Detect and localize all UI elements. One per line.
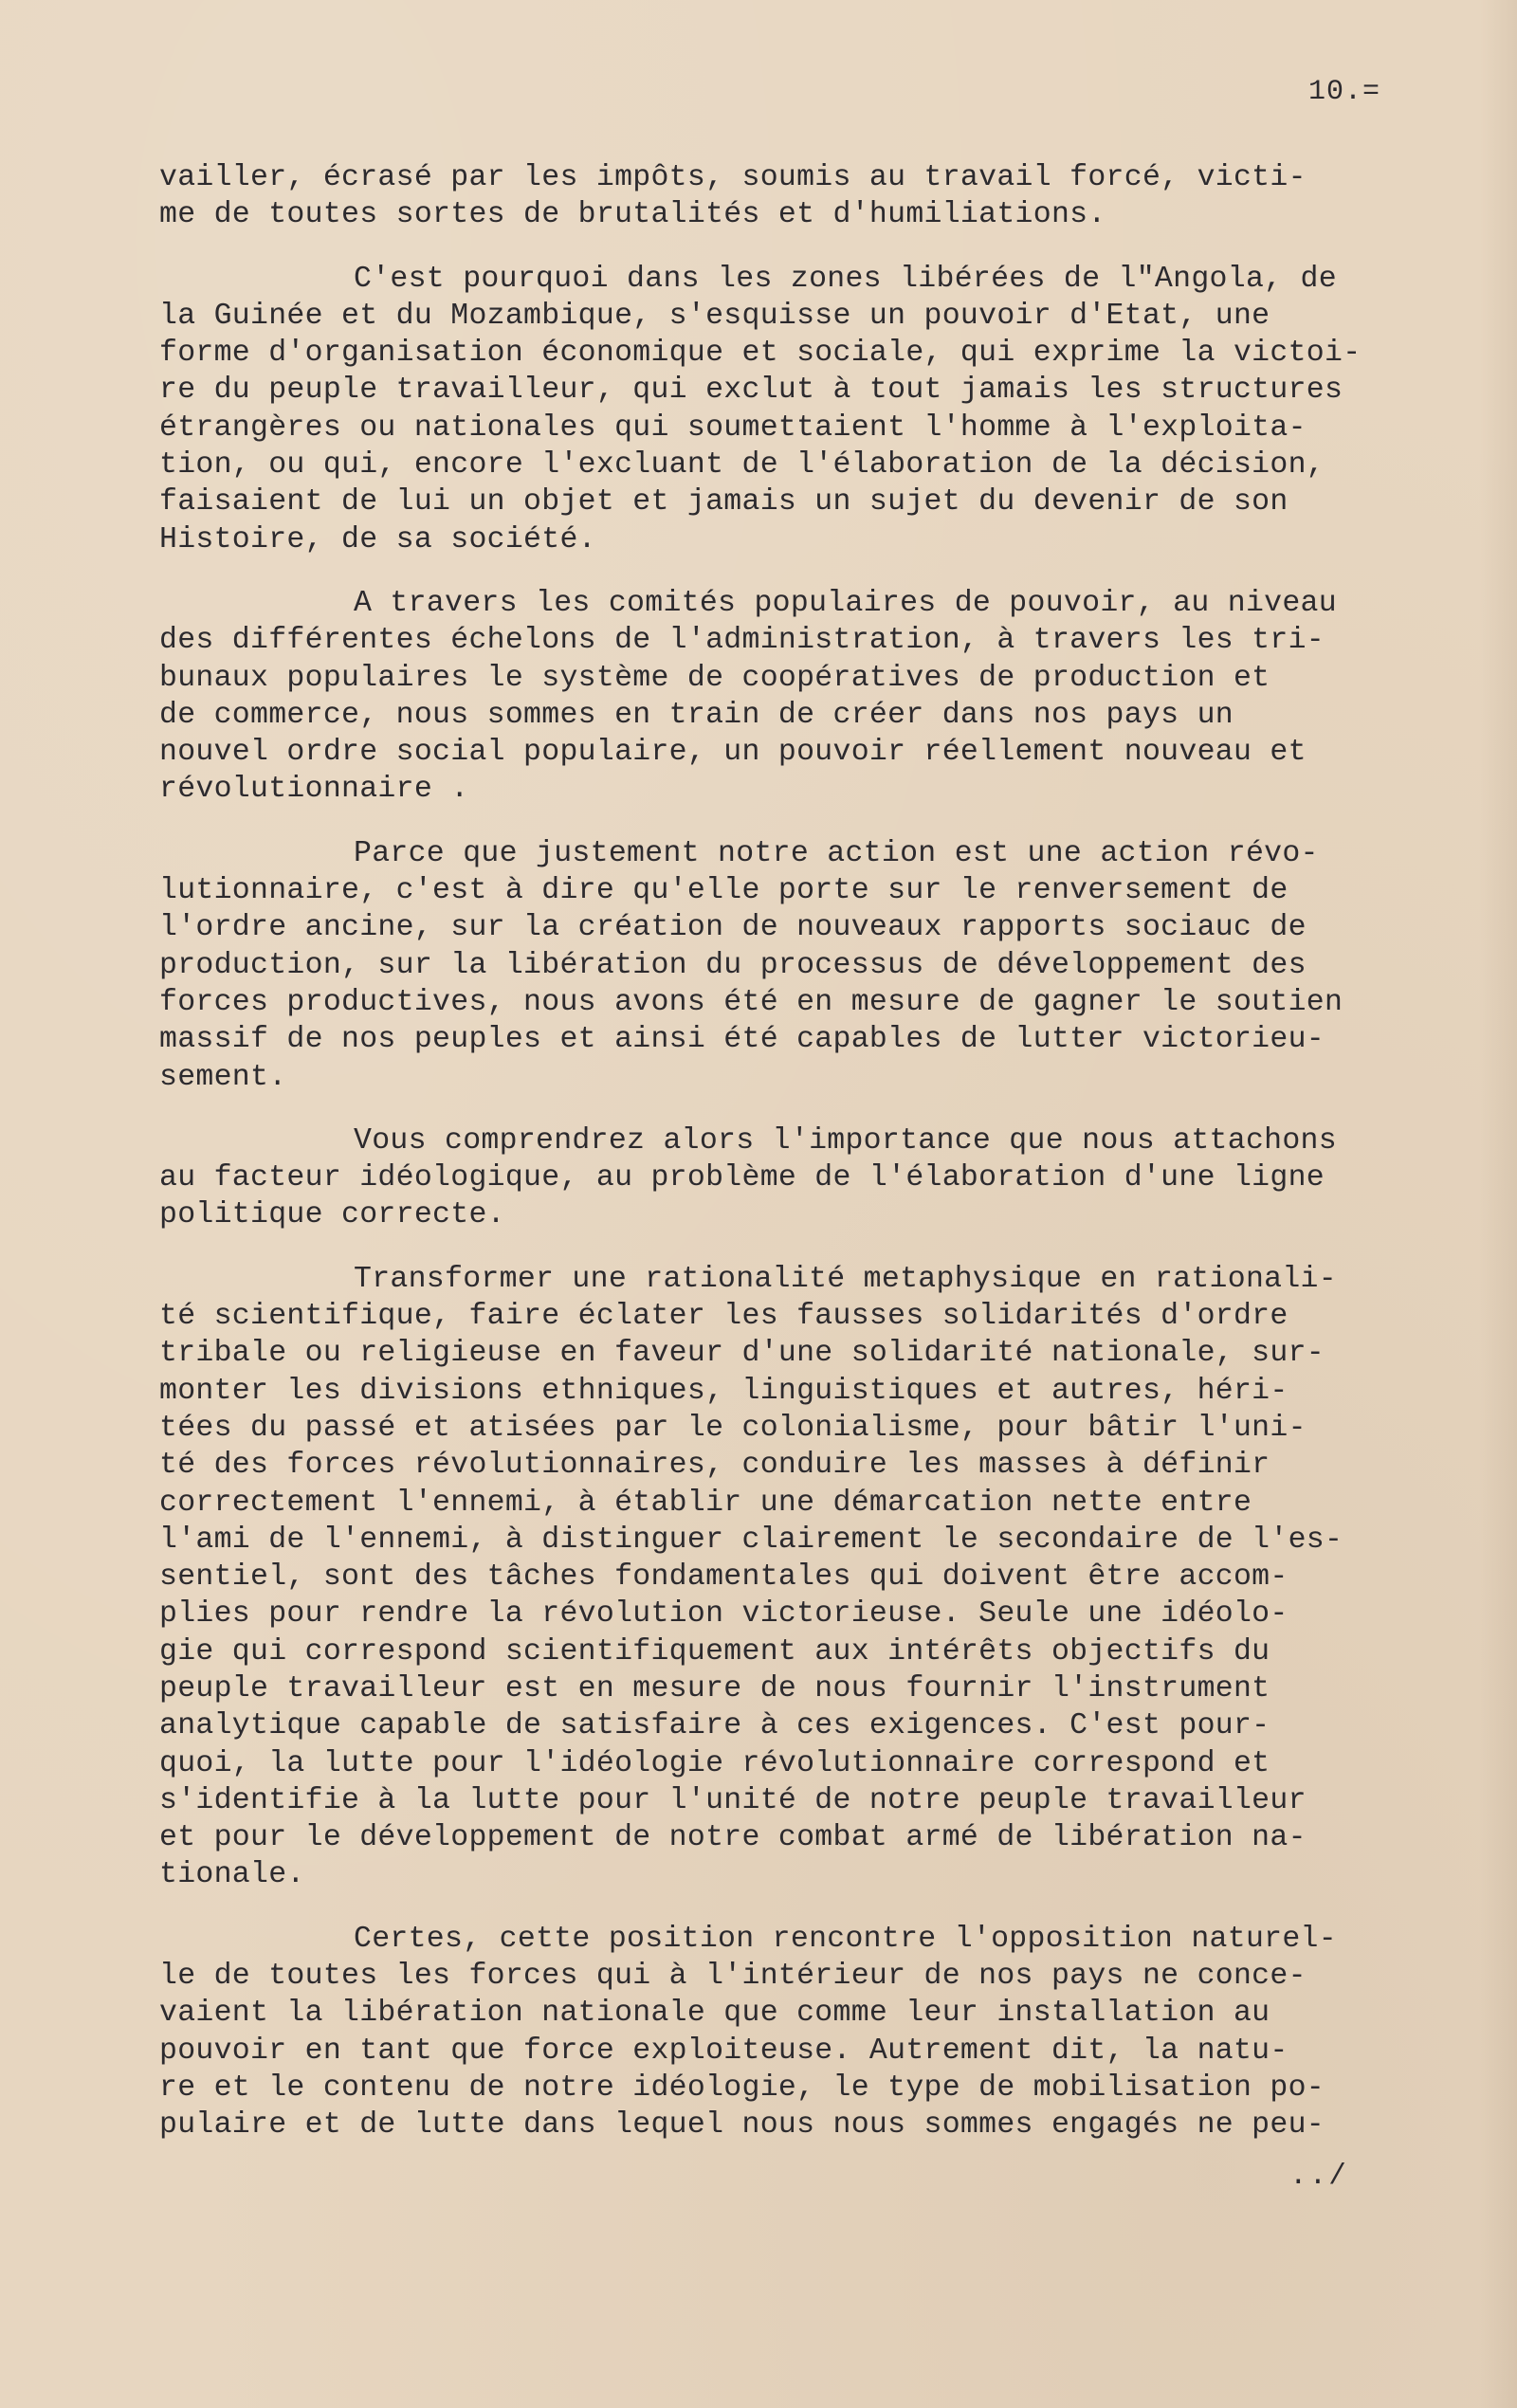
text-line: té des forces révolutionnaires, conduire les masses à définir [159,1449,1270,1483]
text-line: Parce que justement notre action est une action révo- [354,836,1319,870]
text-line: quoi, la lutte pour l'idéologie révolutionnaire correspond et [159,1746,1270,1780]
text-line: s'identifie à la lutte pour l'unité de notre peuple travailleur [159,1783,1307,1817]
paragraph-7 [159,1921,1430,2144]
text-line: analytique capable de satisfaire à ces exigences. C'est pour- [159,1709,1270,1743]
text-line: l'ordre ancine, sur la création de nouveaux rapports sociauc de [159,911,1307,945]
paper-edge-shading [1479,0,1517,2408]
text-line: de commerce, nous sommes en train de créer dans nos pays un [159,698,1234,732]
text-line: té scientifique, faire éclater les fausses solidarités d'ordre [159,1300,1289,1334]
paragraph-5 [159,1122,1430,1234]
text-line: Certes, cette position rencontre l'opposition naturel- [354,1922,1337,1956]
text-line: des différentes échelons de l'administration, à travers les tri- [159,624,1325,658]
text-line: A travers les comités populaires de pouvoir, au niveau [354,586,1337,620]
text-line: étrangères ou nationales qui soumettaient l'homme à l'exploita- [159,410,1307,445]
page-number: 10.= [1308,76,1381,108]
text-line: forces productives, nous avons été en mesure de gagner le soutien [159,985,1343,1019]
text-line: le de toutes les forces qui à l'intérieur de nos pays ne conce- [159,1960,1307,1994]
text-line: sement. [159,1060,287,1094]
text-line: vaient la libération nationale que comme leur installation au [159,1997,1270,2031]
text-line: pulaire et de lutte dans lequel nous nous sommes engagés ne peu- [159,2108,1325,2143]
text-line: bunaux populaires le système de coopératives de production et [159,661,1270,695]
text-line: politique correcte. [159,1198,505,1232]
text-line: tion, ou qui, encore l'excluant de l'élaboration de la décision, [159,448,1325,483]
text-line: lutionnaire, c'est à dire qu'elle porte sur le renversement de [159,874,1289,908]
paragraph-6 [159,1261,1430,1894]
continuation-mark: ../ [1289,2160,1348,2193]
text-line: au facteur idéologique, au problème de l'élaboration d'une ligne [159,1161,1325,1195]
text-line: l'ami de l'ennemi, à distinguer clairement le secondaire de l'es- [159,1523,1343,1557]
text-line: pouvoir en tant que force exploiteuse. Autrement dit, la natu- [159,2034,1289,2068]
paragraph-3 [159,585,1430,809]
paragraph-2 [159,261,1430,558]
paragraph-1 [159,159,1430,234]
text-line: tées du passé et atisées par le colonialisme, pour bâtir l'uni- [159,1411,1307,1445]
text-line: Histoire, de sa société. [159,522,596,556]
text-line: correctement l'ennemi, à établir une démarcation nette entre [159,1486,1252,1520]
text-line: gie qui correspond scientifiquement aux intérêts objectifs du [159,1634,1270,1669]
text-line: plies pour rendre la révolution victorieuse. Seule une idéolo- [159,1597,1289,1632]
text-line: re et le contenu de notre idéologie, le type de mobilisation po- [159,2071,1325,2105]
text-line: massif de nos peuples et ainsi été capables de lutter victorieu- [159,1023,1325,1057]
text-line: production, sur la libération du processus de développement des [159,948,1307,982]
text-line: C'est pourquoi dans les zones libérées de l"Angola, de [354,262,1337,296]
text-line: tionale. [159,1858,305,1892]
text-line: et pour le développement de notre combat armé de libération na- [159,1821,1307,1855]
text-line: peuple travailleur est en mesure de nous fournir l'instrument [159,1671,1270,1706]
text-line: sentiel, sont des tâches fondamentales qui doivent être accom- [159,1560,1289,1595]
text-line: révolutionnaire . [159,773,469,807]
text-line: me de toutes sortes de brutalités et d'humiliations. [159,198,1106,232]
text-line: Transformer une rationalité metaphysique en rationali- [354,1262,1337,1296]
text-line: la Guinée et du Mozambique, s'esquisse un pouvoir d'Etat, une [159,299,1270,333]
text-line: nouvel ordre social populaire, un pouvoir réellement nouveau et [159,736,1307,770]
text-line: tribale ou religieuse en faveur d'une solidarité nationale, sur- [159,1337,1325,1371]
text-line: vailler, écrasé par les impôts, soumis au travail forcé, victi- [159,161,1307,194]
text-line: Vous comprendrez alors l'importance que nous attachons [354,1123,1337,1158]
text-line: faisaient de lui un objet et jamais un sujet du devenir de son [159,485,1289,520]
text-line: re du peuple travailleur, qui exclut à tout jamais les structures [159,374,1343,408]
document-body [159,159,1430,2144]
paragraph-4 [159,835,1430,1096]
text-line: forme d'organisation économique et sociale, qui exprime la victoi- [159,337,1362,371]
text-line: monter les divisions ethniques, linguistiques et autres, héri- [159,1374,1289,1408]
